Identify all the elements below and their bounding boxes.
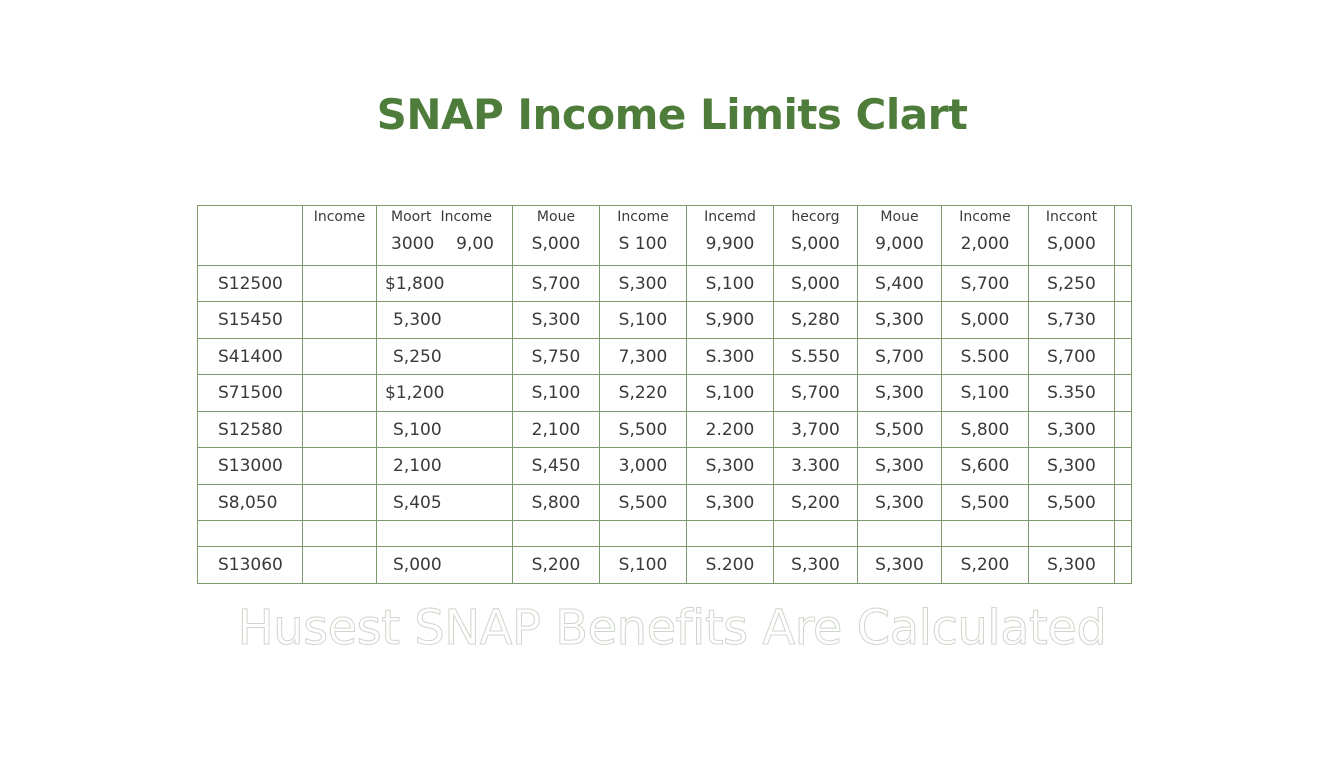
table-row [198, 448, 1132, 485]
table-cell [303, 448, 377, 485]
table-cell: S,300 [1029, 547, 1115, 584]
table-cell: S,100 [513, 375, 600, 412]
header-label: Moort [391, 209, 432, 225]
header-value: 9,900 [705, 234, 755, 254]
table-cell: S,000 [377, 547, 513, 584]
header-label: Moue [536, 209, 576, 225]
table-cell: S,200 [942, 547, 1029, 584]
table-cell: S,700 [942, 266, 1029, 302]
table-cell: S,300 [858, 547, 942, 584]
table-cell [1115, 339, 1132, 375]
header-value: S,000 [791, 234, 840, 254]
table-cell: S,300 [1029, 448, 1115, 485]
header-label: hecorg [791, 209, 840, 225]
table-cell [303, 485, 377, 521]
table-cell: $1,800 [377, 266, 513, 302]
header-label: Inccont [1045, 209, 1098, 225]
table-cell [1115, 375, 1132, 412]
table-cell: S,700 [513, 266, 600, 302]
table-cell [1115, 485, 1132, 521]
table-cell: S.500 [942, 339, 1029, 375]
table-row [198, 412, 1132, 448]
table-row [198, 266, 1132, 302]
table-cell: S,700 [858, 339, 942, 375]
table-cell [303, 547, 377, 584]
income-limits-table-container [197, 205, 1131, 583]
header-cell [513, 206, 600, 266]
table-cell: S,800 [942, 412, 1029, 448]
table-cell: 2,100 [513, 412, 600, 448]
header-value: S,000 [1047, 234, 1096, 254]
table-cell: $1,200 [377, 375, 513, 412]
header-cell [858, 206, 942, 266]
table-cell [1115, 266, 1132, 302]
table-cell: S,300 [600, 266, 687, 302]
header-value: 9,000 [875, 234, 924, 254]
header-cell [198, 206, 303, 266]
table-cell [1115, 302, 1132, 339]
table-header-row [198, 206, 1132, 266]
table-cell: S,400 [858, 266, 942, 302]
table-cell [303, 339, 377, 375]
table-cell: 3,700 [774, 412, 858, 448]
table-cell [303, 412, 377, 448]
row-label-cell: S71500 [198, 375, 303, 412]
table-cell [687, 521, 774, 547]
table-cell: S,280 [774, 302, 858, 339]
table-cell: S,700 [1029, 339, 1115, 375]
table-cell: S,500 [942, 485, 1029, 521]
table-cell [1115, 448, 1132, 485]
header-cell [774, 206, 858, 266]
table-cell [377, 521, 513, 547]
row-label-cell [198, 521, 303, 547]
row-label-cell: S12500 [198, 266, 303, 302]
row-label-cell: S13000 [198, 448, 303, 485]
table-cell: S,300 [687, 485, 774, 521]
table-cell: S,100 [600, 547, 687, 584]
table-cell: S.350 [1029, 375, 1115, 412]
header-cell [303, 206, 377, 266]
table-cell: S,200 [774, 485, 858, 521]
table-cell [303, 521, 377, 547]
header-label: Income [959, 209, 1011, 225]
row-label-cell: S8,050 [198, 485, 303, 521]
table-cell: S,250 [1029, 266, 1115, 302]
table-cell: 7,300 [600, 339, 687, 375]
table-cell: S,700 [774, 375, 858, 412]
table-cell: S,300 [1029, 412, 1115, 448]
table-row [198, 547, 1132, 584]
header-cell [600, 206, 687, 266]
page-title: SNAP Income Limits Clart [376, 90, 968, 140]
table-cell [942, 521, 1029, 547]
table-cell: S,500 [1029, 485, 1115, 521]
table-cell: S,500 [600, 485, 687, 521]
header-cell [942, 206, 1029, 266]
table-cell [1115, 547, 1132, 584]
table-cell: 3,000 [600, 448, 687, 485]
table-cell: S,000 [942, 302, 1029, 339]
table-cell: S,900 [687, 302, 774, 339]
table-cell [303, 375, 377, 412]
table-cell [1115, 412, 1132, 448]
table-cell [600, 521, 687, 547]
table-cell [774, 521, 858, 547]
header-label: Income [313, 209, 366, 225]
table-cell: S,300 [774, 547, 858, 584]
table-cell: 2,100 [377, 448, 513, 485]
table-cell: S,450 [513, 448, 600, 485]
table-cell: S,500 [858, 412, 942, 448]
header-value: S,000 [531, 234, 581, 254]
footer-heading: Husest SNAP Benefits Are Calculated [237, 600, 1107, 656]
table-cell: S,300 [687, 448, 774, 485]
header-label: Income [617, 209, 669, 225]
table-cell: 5,300 [377, 302, 513, 339]
table-cell: S,100 [687, 375, 774, 412]
header-cell [377, 206, 513, 266]
header-cell [687, 206, 774, 266]
table-cell: S,500 [600, 412, 687, 448]
table-cell: S,750 [513, 339, 600, 375]
table-cell: S,220 [600, 375, 687, 412]
table-cell: S,300 [858, 302, 942, 339]
table-cell: S.200 [687, 547, 774, 584]
header-value: 9,00 [456, 234, 494, 254]
header-cell [1029, 206, 1115, 266]
table-row [198, 375, 1132, 412]
header-label: Income [440, 209, 492, 225]
table-cell: 2.200 [687, 412, 774, 448]
table-cell: S,600 [942, 448, 1029, 485]
table-cell: S,250 [377, 339, 513, 375]
row-label-cell: S13060 [198, 547, 303, 584]
header-value: 3000 [391, 234, 435, 254]
income-limits-table [197, 205, 1132, 584]
table-row [198, 485, 1132, 521]
header-values-split [377, 226, 512, 255]
table-cell: S,100 [942, 375, 1029, 412]
header-labels-split [377, 206, 512, 226]
header-cell [1115, 206, 1132, 266]
table-cell: S,000 [774, 266, 858, 302]
table-cell: S,200 [513, 547, 600, 584]
table-cell [513, 521, 600, 547]
table-row [198, 302, 1132, 339]
table-cell: S,300 [513, 302, 600, 339]
table-cell: S.550 [774, 339, 858, 375]
row-label-cell: S12580 [198, 412, 303, 448]
table-row [198, 521, 1132, 547]
table-cell [303, 266, 377, 302]
table-cell: S,300 [858, 375, 942, 412]
table-cell: S,800 [513, 485, 600, 521]
row-label-cell: S41400 [198, 339, 303, 375]
table-cell [303, 302, 377, 339]
header-value: S 100 [618, 234, 668, 254]
table-cell: S,730 [1029, 302, 1115, 339]
table-cell [1029, 521, 1115, 547]
table-cell: S,300 [858, 448, 942, 485]
table-cell: S,405 [377, 485, 513, 521]
table-cell: S,300 [858, 485, 942, 521]
table-cell: S,100 [687, 266, 774, 302]
table-cell: S,100 [377, 412, 513, 448]
header-label: Moue [880, 209, 919, 225]
table-cell [1115, 521, 1132, 547]
table-cell [858, 521, 942, 547]
table-cell: S,100 [600, 302, 687, 339]
table-cell: S.300 [687, 339, 774, 375]
row-label-cell: S15450 [198, 302, 303, 339]
table-cell: 3.300 [774, 448, 858, 485]
table-row [198, 339, 1132, 375]
header-value: 2,000 [960, 234, 1010, 254]
header-label: Incemd [704, 209, 756, 225]
